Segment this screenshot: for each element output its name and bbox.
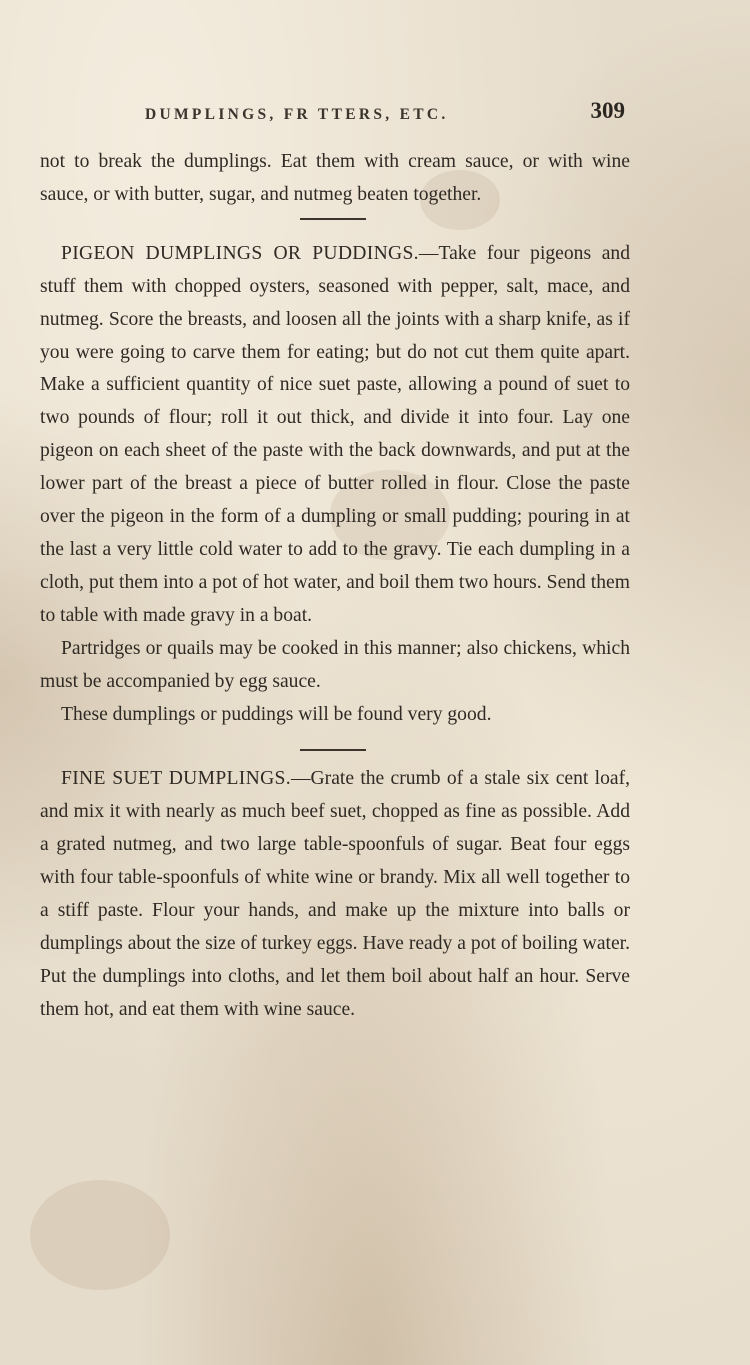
suet-dumplings-body: —Grate the crumb of a stale six cent loaf, and mix it with nearly as much beef suet, chopped as fine as possible. Add a grated nutmeg, and two large table-spoonfuls of sugar. Beat four eggs with four table-spoonfuls of white wine or brandy. Mix all well together to a stiff paste. Flour your hands, and make up the mixture into balls or dumplings about the size of turkey eggs. Have ready a pot of boiling water. Put the dumplings into cloths, and let them boil about half an hour. Serve them hot, and eat them with wine sauce. bbox=[40, 768, 630, 1020]
paper-stain bbox=[30, 1180, 170, 1290]
section-divider bbox=[300, 749, 366, 751]
pigeon-dumplings-body: —Take four pigeons and stuff them with chopped oysters, seasoned with pepper, salt, mace, and nutmeg. Score the breasts, and loosen all the joints with a sharp knife, as if you were going to carve them for eating; but do not cut them quite apart. Make a sufficient quantity of nice suet paste, allowing a pound of suet to two pounds of flour; roll it out thick, and divide it into four. Lay one pigeon on each sheet of the paste with the back downwards, and put at the lower part of the breast a piece of butter rolled in flour. Close the paste over the pigeon in the form of a dumpling or small pudding; pouring in at the last a very little cold water to add to the gravy. Tie each dumpling in a cloth, put them into a pot of hot water, and boil them two hours. Send them to table with made gravy in a boat. bbox=[40, 242, 631, 626]
suet-dumplings-title: FINE SUET DUMPLINGS. bbox=[61, 768, 291, 790]
section-divider bbox=[300, 218, 366, 220]
suet-dumplings-paragraph bbox=[40, 763, 630, 1026]
continuation-paragraph: not to break the dumplings. Eat them with cream sauce, or with wine sauce, or with butter, sugar, and nutmeg beaten together. bbox=[40, 151, 630, 205]
pigeon-dumplings-paragraph bbox=[40, 238, 630, 633]
pigeon-dumplings-title: PIGEON DUMPLINGS OR PUDDINGS. bbox=[61, 242, 419, 264]
pigeon-note-good: These dumplings or puddings will be found very good. bbox=[61, 703, 492, 725]
running-title: DUMPLINGS, FR TTERS, ETC. bbox=[145, 106, 449, 123]
running-head bbox=[145, 98, 625, 134]
page-number: 309 bbox=[590, 98, 625, 123]
page-body bbox=[40, 146, 630, 1027]
pigeon-note-partridges: Partridges or quails may be cooked in this manner; also chickens, which must be accompanied by egg sauce. bbox=[40, 637, 630, 692]
